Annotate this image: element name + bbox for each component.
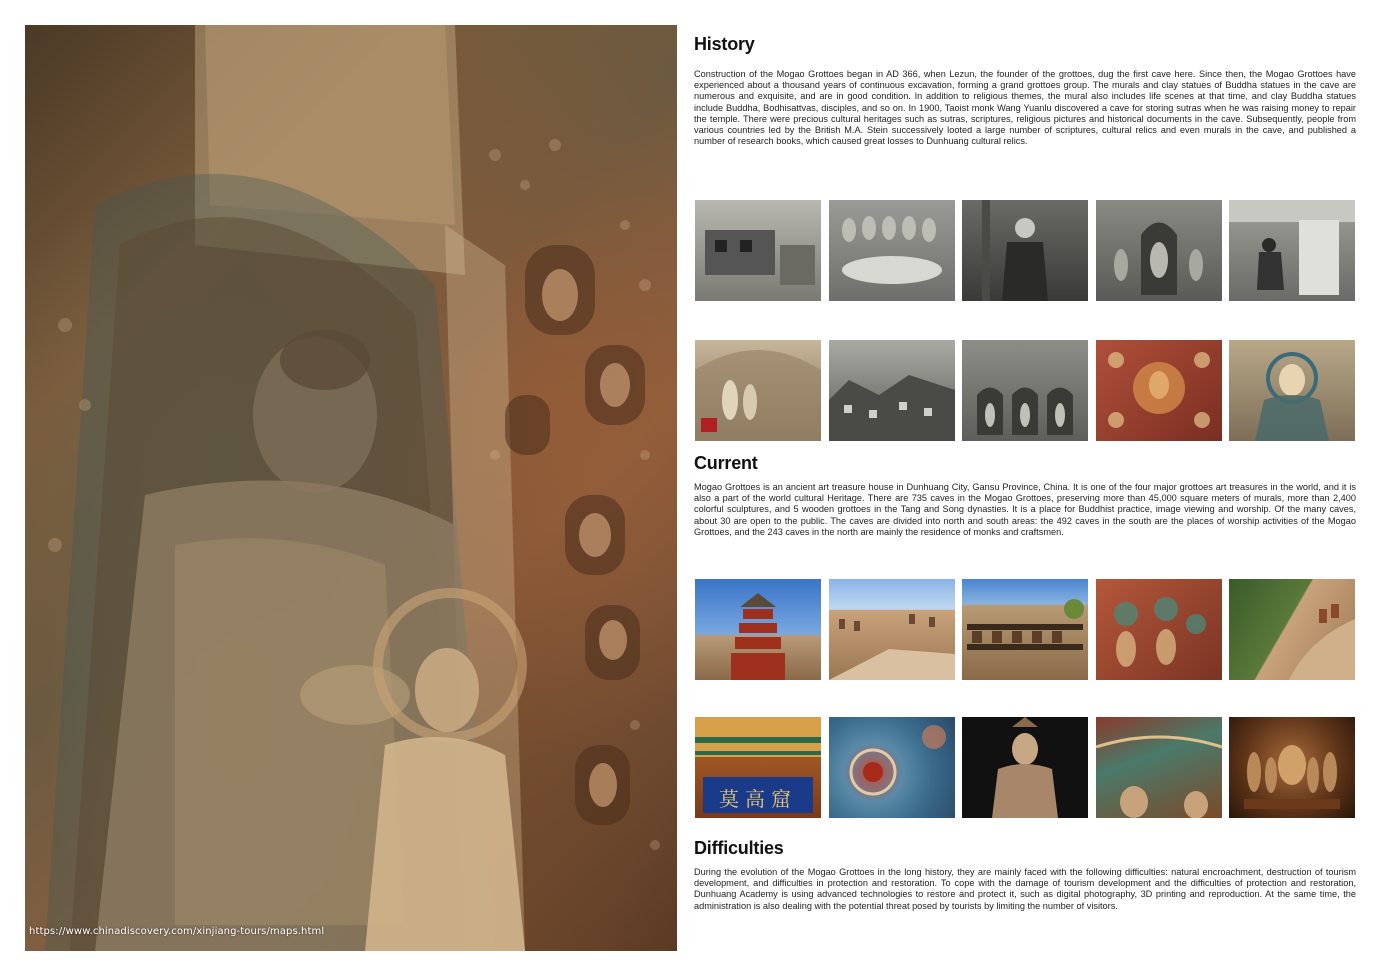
current-photo-painted-ceiling (1096, 717, 1222, 818)
hero-illustration (25, 25, 677, 951)
current-photo-cliff-walkway (829, 579, 955, 680)
hero-photo-buddha-cave (25, 25, 677, 951)
history-photo-cliff-ruins (829, 340, 955, 441)
history-photo-statue-niches (962, 340, 1088, 441)
current-photo-row-2 (695, 717, 1355, 818)
current-photo-gate-signboard (695, 717, 821, 818)
current-heading: Current (694, 453, 758, 473)
history-photo-cliff-facade (695, 200, 821, 301)
history-photo-cave-niche-statues (1096, 200, 1222, 301)
history-photo-monk-portrait (962, 200, 1088, 301)
current-photo-cave-altar (1229, 717, 1355, 818)
current-photo-bodhisattva-statue (962, 717, 1088, 818)
current-paragraph: Mogao Grottoes is an ancient art treasure house in Dunhuang City, Gansu Province, China. It is one of the four major grottoes art treasures in the world, and it is also a part of the world cultural Heritage. There are 735 caves in the Mogao Grottoes, preserving more than 45,000 square meters of murals, more than 2,400 colorful sculptures, and 5 wooden grottoes in the Tang and Song dynasties. It is a place for Buddhist practice, image viewing and worship. Of the many caves, about 30 are open to the public. The caves are divided into north and south areas: the 492 caves in the south are the places of worship activities of the Mogao Grottoes, and the 243 caves in the north are mainly the residence of monks and craftsmen. (694, 482, 1356, 537)
current-photo-cliff-galleries (962, 579, 1088, 680)
signboard-text: 莫高窟 (719, 787, 797, 811)
difficulties-heading: Difficulties (694, 838, 784, 858)
current-photo-ceiling-lotus (829, 717, 955, 818)
history-photo-reclining-buddha (829, 200, 955, 301)
history-photo-bodhisattva-mural (1229, 340, 1355, 441)
history-photo-cave-interior (695, 340, 821, 441)
history-photo-restorer-at-work (1229, 200, 1355, 301)
history-paragraph: Construction of the Mogao Grottoes began in AD 366, when Lezun, the founder of the grottoes, dug the first cave here. Since then, the Mogao Grottoes have experienced about a thousand years of continuous excavation, forming a grand grottoes group. The murals and clay statues of Buddha statues in the cave are numerous and exquisite, and are in good condition. In addition to religious themes, the mural also includes life scenes at that time, and clay Buddha statues include Buddha, Bodhisattvas, disciples, and so on. In 1900, Taoist monk Wang Yuanlu discovered a cave for storing sutras when he was raising money to repair the temple. There were precious cultural heritages such as sutras, scriptures, religious pictures and historical documents in the cave. Subsequently, people from various countries led by the British M.A. Stein successively looted a large number of scriptures, cultural relics and even murals in the cave, and published a number of research books, which caused great losses to Dunhuang cultural relics. (694, 69, 1356, 147)
history-photo-red-buddha-mural (1096, 340, 1222, 441)
history-heading: History (694, 34, 755, 54)
current-photo-red-mural-figures (1096, 579, 1222, 680)
difficulties-paragraph: During the evolution of the Mogao Grottoes in the long history, they are mainly faced with the following difficulties: natural encroachment, destruction of tourism development, and difficulties in protection and restoration. To cope with the damage of tourism development and the difficulties of protection and restoration, Dunhuang Academy is using advanced technologies to restore and protect it, such as digital photography, 3D printing and reproduction. At the same time, the administration is also dealing with the potential threat posed by tourists by limiting the number of visitors. (694, 867, 1356, 911)
current-photo-row-1 (695, 579, 1355, 680)
current-photo-nine-storey-pagoda (695, 579, 821, 680)
history-photo-row-1 (695, 200, 1355, 301)
image-source-caption: https://www.chinadiscovery.com/xinjiang-tours/maps.html (29, 926, 325, 937)
history-photo-row-2 (695, 340, 1355, 441)
current-photo-aerial-cliff (1229, 579, 1355, 680)
